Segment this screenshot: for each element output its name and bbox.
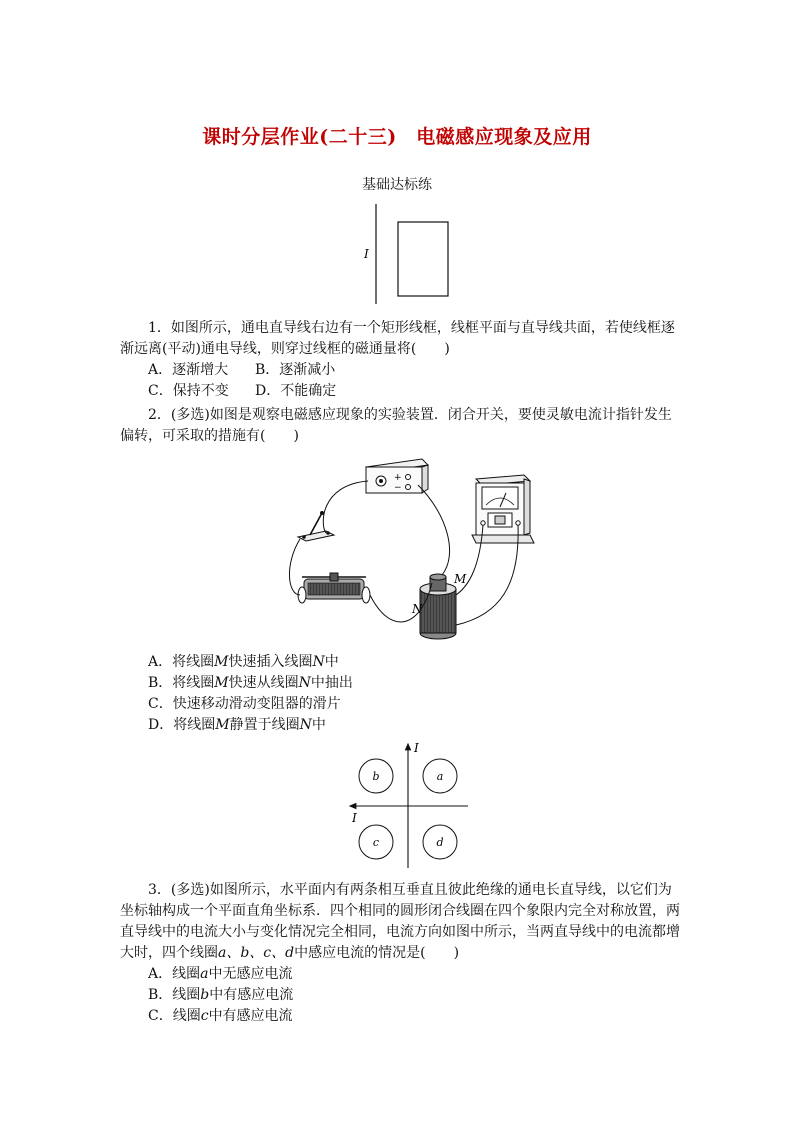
q3-option-a: A．线圈a中无感应电流 bbox=[148, 966, 293, 982]
rectangular-frame bbox=[398, 222, 448, 296]
svg-text:+: + bbox=[394, 473, 402, 483]
coil-b-label: b bbox=[372, 770, 380, 783]
q3-text-line2: 坐标轴构成一个平面直角坐标系．四个相同的圆形闭合线圈在四个象限内完全对称放置，两 bbox=[120, 903, 680, 919]
coil-d-label: d bbox=[436, 836, 444, 849]
current-label: I bbox=[364, 247, 369, 261]
q2-text-line2: 偏转，可采取的措施有( ) bbox=[120, 428, 299, 444]
rheostat bbox=[298, 573, 370, 603]
q1-option-b: B．逐渐减小 bbox=[255, 362, 336, 378]
q1-option-c: C．保持不变 bbox=[148, 383, 229, 399]
q2-option-a: A．将线圈M快速插入线圈N中 bbox=[148, 654, 339, 670]
switch bbox=[298, 511, 334, 541]
figure-crossed-wires bbox=[340, 740, 480, 872]
section-heading: 基础达标练 bbox=[362, 177, 432, 193]
page-title: 课时分层作业(二十三) 电磁感应现象及应用 bbox=[202, 126, 592, 148]
q3-text-line4: 大时，四个线圈a、b、c、d中感应电流的情况是( ) bbox=[120, 945, 460, 961]
vertical-current-label: I bbox=[414, 741, 419, 755]
coil-m-label: M bbox=[454, 572, 467, 586]
q2-option-d: D．将线圈M静置于线圈N中 bbox=[148, 717, 326, 733]
figure-wire-frame bbox=[360, 200, 460, 305]
galvanometer bbox=[472, 475, 534, 543]
q2-option-b: B．将线圈M快速从线圈N中抽出 bbox=[148, 675, 353, 691]
q2-text-line1: 2．(多选)如图是观察电磁感应现象的实验装置．闭合开关，要使灵敏电流计指针发生 bbox=[148, 407, 672, 423]
figure-induction-apparatus bbox=[280, 455, 540, 645]
coil-c-label: c bbox=[372, 836, 380, 849]
q2-option-c: C．快速移动滑动变阻器的滑片 bbox=[148, 696, 341, 712]
coil-n-label: N bbox=[412, 602, 423, 616]
q1-option-a: A．逐渐增大 bbox=[148, 362, 229, 378]
q3-option-c: C．线圈c中有感应电流 bbox=[148, 1008, 293, 1024]
q3-text-line1: 3．(多选)如图所示，水平面内有两条相互垂直且彼此绝缘的通电长直导线，以它们为 bbox=[148, 882, 672, 898]
coil-m bbox=[430, 574, 446, 591]
q1-text-line1: 1．如图所示，通电直导线右边有一个矩形线框，线框平面与直导线共面，若使线框逐 bbox=[148, 320, 675, 336]
power-supply bbox=[366, 459, 428, 493]
q1-option-d: D．不能确定 bbox=[255, 383, 337, 399]
q3-text-line3: 直导线中的电流大小与变化情况完全相同，电流方向如图中所示，当两直导线中的电流都增 bbox=[120, 924, 680, 940]
q3-option-b: B．线圈b中有感应电流 bbox=[148, 987, 294, 1003]
svg-text:−: − bbox=[394, 483, 402, 493]
coil-a-label: a bbox=[436, 770, 444, 783]
q1-text-line2: 渐远离(平动)通电导线，则穿过线框的磁通量将( ) bbox=[120, 341, 450, 357]
horizontal-current-label: I bbox=[352, 811, 357, 825]
